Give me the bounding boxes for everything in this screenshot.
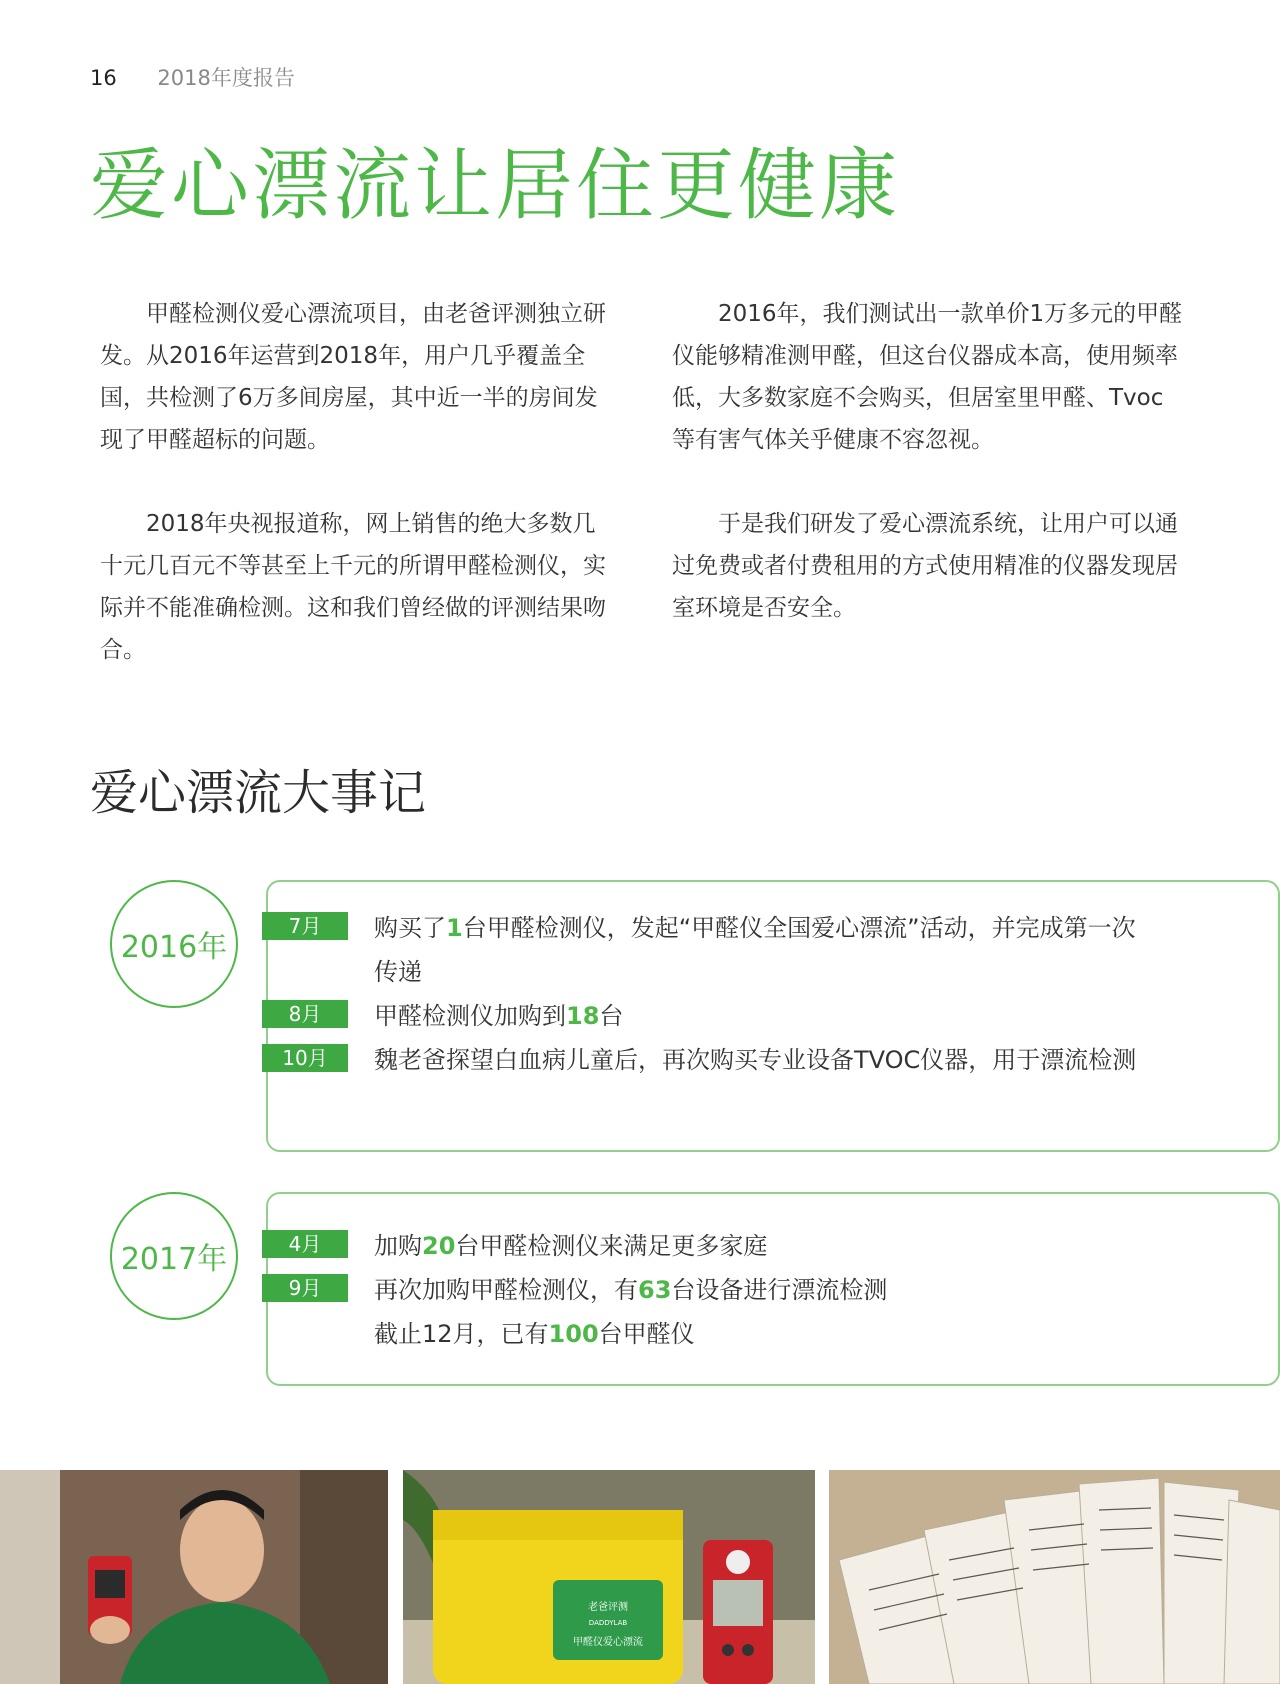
page-number: 16	[90, 66, 117, 90]
highlight-number: 63	[638, 1276, 672, 1304]
event-text: 甲醛检测仪加购到18台	[374, 1002, 624, 1030]
event-text: 再次加购甲醛检测仪，有63台设备进行漂流检测	[374, 1276, 888, 1304]
case-label-title: 甲醛仪爱心漂流	[573, 1637, 643, 1648]
page-header	[90, 62, 295, 92]
photo-case-illustration	[403, 1470, 815, 1684]
month-tag: 10月	[262, 1044, 348, 1072]
month-tag: 7月	[262, 912, 348, 940]
photo-notebooks-illustration	[829, 1470, 1280, 1684]
timeline-title: 爱心漂流大事记	[90, 765, 427, 821]
photo-man-illustration	[0, 1470, 388, 1684]
intro-left-column	[100, 293, 614, 713]
intro-right-column	[672, 293, 1186, 671]
year-circle-2016: 2016年	[110, 880, 238, 1008]
photo-detector-case	[403, 1470, 815, 1684]
intro-paragraph: 2016年，我们测试出一款单价1万多元的甲醛仪能够精准测甲醛，但这台仪器成本高，使用频率低，大多数家庭不会购买，但居室里甲醛、Tvoc等有害气体关乎健康不容忽视。	[672, 301, 1183, 453]
highlight-number: 1	[446, 914, 463, 942]
photo-handwritten-notebooks	[829, 1470, 1280, 1684]
highlight-number: 100	[548, 1320, 599, 1348]
year-circle-2017: 2017年	[110, 1192, 238, 1320]
month-tag: 4月	[262, 1230, 348, 1258]
photo-man-with-detector	[0, 1470, 388, 1684]
highlight-number: 20	[422, 1232, 456, 1260]
month-tag: 8月	[262, 1000, 348, 1028]
case-label-brand-en: DADDYLAB	[588, 1619, 628, 1627]
month-tag: 9月	[262, 1274, 348, 1302]
intro-paragraph: 甲醛检测仪爱心漂流项目，由老爸评测独立研发。从2016年运营到2018年，用户几乎覆盖全国，共检测了6万多间房屋，其中近一半的房间发现了甲醛超标的问题。	[100, 301, 606, 453]
event-text: 截止12月，已有100台甲醛仪	[374, 1320, 695, 1348]
report-title: 2018年度报告	[157, 66, 295, 90]
event-text: 加购20台甲醛检测仪来满足更多家庭	[374, 1232, 768, 1260]
intro-paragraph: 于是我们研发了爱心漂流系统，让用户可以通过免费或者付费租用的方式使用精准的仪器发现居室环境是否安全。	[672, 511, 1178, 621]
case-label-brand: 老爸评测	[588, 1602, 628, 1613]
event-text: 购买了1台甲醛检测仪，发起“甲醛仪全国爱心漂流”活动，并完成第一次传递	[374, 914, 1136, 986]
intro-paragraph: 2018年央视报道称，网上销售的绝大多数几十元几百元不等甚至上千元的所谓甲醛检测仪，实际并不能准确检测。这和我们曾经做的评测结果吻合。	[100, 511, 606, 663]
highlight-number: 18	[566, 1002, 600, 1030]
page-title: 爱心漂流让居住更健康	[90, 141, 901, 231]
event-text: 魏老爸探望白血病儿童后，再次购买专业设备TVOC仪器，用于漂流检测	[374, 1046, 1137, 1074]
